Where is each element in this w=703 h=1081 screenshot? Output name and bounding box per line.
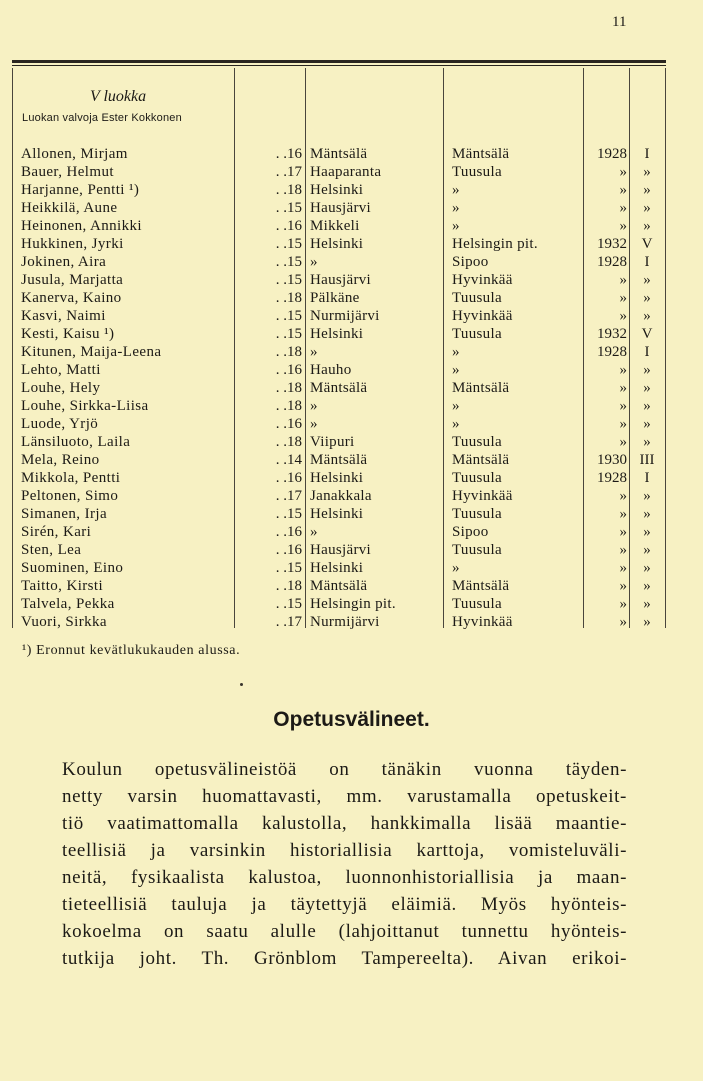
student-class: » <box>643 434 651 450</box>
student-age: . .15 <box>275 254 302 270</box>
table-row <box>0 577 703 595</box>
student-age: . .18 <box>275 578 302 594</box>
paragraph-line: kokoelma on saatu alulle (lahjoittanut tunnettu hyönteis- <box>62 921 627 942</box>
student-age: . .15 <box>275 560 302 576</box>
paragraph-line: teellisiä ja varsinkin historiallisia karttoja, vomisteluväli- <box>62 840 627 861</box>
student-class: » <box>643 200 651 216</box>
student-birthplace: Helsinki <box>310 236 364 252</box>
student-class: » <box>643 164 651 180</box>
student-age: . .18 <box>275 290 302 306</box>
student-class: » <box>643 308 651 324</box>
student-age: . .16 <box>275 218 302 234</box>
student-name: Talvela, Pekka <box>21 596 115 612</box>
student-birthplace: Hausjärvi <box>310 200 372 216</box>
student-name: Lehto, Matti <box>21 362 101 378</box>
student-home: Tuusula <box>452 470 502 486</box>
table-row <box>0 307 703 325</box>
student-age: . .18 <box>275 344 302 360</box>
student-age: . .17 <box>275 488 302 504</box>
student-name: Peltonen, Simo <box>21 488 119 504</box>
table-row <box>0 253 703 271</box>
student-year: » <box>619 218 627 234</box>
student-age: . .18 <box>275 182 302 198</box>
student-class: III <box>639 452 655 468</box>
student-year: » <box>619 596 627 612</box>
student-class: » <box>643 524 651 540</box>
student-birthplace: Helsinki <box>310 182 364 198</box>
table-row <box>0 325 703 343</box>
student-age: . .15 <box>275 596 302 612</box>
student-name: Mela, Reino <box>21 452 100 468</box>
student-home: Tuusula <box>452 290 502 306</box>
student-class: » <box>643 614 651 630</box>
student-name: Louhe, Hely <box>21 380 101 396</box>
table-row <box>0 379 703 397</box>
student-home: » <box>452 398 460 414</box>
student-home: » <box>452 560 460 576</box>
student-year: 1928 <box>597 470 627 486</box>
student-class: » <box>643 272 651 288</box>
student-age: . .14 <box>275 452 302 468</box>
student-age: . .15 <box>275 326 302 342</box>
student-birthplace: » <box>310 344 318 360</box>
student-home: » <box>452 182 460 198</box>
student-class: » <box>643 578 651 594</box>
student-year: » <box>619 200 627 216</box>
student-age: . .15 <box>275 272 302 288</box>
student-home: » <box>452 200 460 216</box>
table-row <box>0 559 703 577</box>
student-birthplace: Viipuri <box>310 434 355 450</box>
student-year: » <box>619 290 627 306</box>
student-class: » <box>643 218 651 234</box>
student-year: 1932 <box>597 326 627 342</box>
student-home: Tuusula <box>452 596 502 612</box>
student-age: . .16 <box>275 416 302 432</box>
student-home: Mäntsälä <box>452 380 510 396</box>
student-year: 1928 <box>597 254 627 270</box>
student-birthplace: Haaparanta <box>310 164 382 180</box>
student-birthplace: Mäntsälä <box>310 146 368 162</box>
student-class: V <box>641 236 653 252</box>
student-birthplace: Hausjärvi <box>310 542 372 558</box>
table-row <box>0 145 703 163</box>
table-row <box>0 451 703 469</box>
student-year: » <box>619 560 627 576</box>
student-year: » <box>619 524 627 540</box>
table-row <box>0 271 703 289</box>
stray-dot <box>240 683 243 686</box>
footnote: ¹) Eronnut kevätlukukauden alussa. <box>22 643 241 658</box>
student-birthplace: Mikkeli <box>310 218 360 234</box>
table-row <box>0 289 703 307</box>
student-class: » <box>643 560 651 576</box>
student-age: . .16 <box>275 542 302 558</box>
student-name: Louhe, Sirkka-Liisa <box>21 398 149 414</box>
student-age: . .16 <box>275 362 302 378</box>
student-year: 1932 <box>597 236 627 252</box>
student-age: . .18 <box>275 434 302 450</box>
table-row <box>0 433 703 451</box>
table-row <box>0 397 703 415</box>
student-age: . .17 <box>275 164 302 180</box>
student-age: . .17 <box>275 614 302 630</box>
student-home: Tuusula <box>452 506 502 522</box>
student-home: Hyvinkää <box>452 272 513 288</box>
student-class: » <box>643 596 651 612</box>
student-home: Hyvinkää <box>452 308 513 324</box>
student-name: Suominen, Eino <box>21 560 124 576</box>
table-row <box>0 595 703 613</box>
student-year: » <box>619 542 627 558</box>
student-year: 1930 <box>597 452 627 468</box>
paragraph-line: Koulun opetusvälineistöä on tänäkin vuonna täyden- <box>62 759 627 780</box>
student-class: » <box>643 362 651 378</box>
student-name: Jokinen, Aira <box>21 254 107 270</box>
student-year: » <box>619 578 627 594</box>
table-row <box>0 469 703 487</box>
table-top-rule <box>12 60 666 66</box>
student-name: Heinonen, Annikki <box>21 218 142 234</box>
student-name: Jusula, Marjatta <box>21 272 124 288</box>
teacher-line: Luokan valvoja Ester Kokkonen <box>22 112 182 124</box>
paragraph-line: netty varsin huomattavasti, mm. varustamalla opetuskeit- <box>62 786 627 807</box>
student-year: » <box>619 488 627 504</box>
student-home: Mäntsälä <box>452 578 510 594</box>
student-home: » <box>452 218 460 234</box>
student-home: Tuusula <box>452 326 502 342</box>
student-birthplace: Mäntsälä <box>310 380 368 396</box>
student-birthplace: Helsinki <box>310 326 364 342</box>
student-age: . .18 <box>275 398 302 414</box>
section-heading: Opetusvälineet. <box>273 708 430 731</box>
class-heading: V luokka <box>90 88 147 105</box>
student-class: » <box>643 380 651 396</box>
student-home: » <box>452 344 460 360</box>
student-class: » <box>643 398 651 414</box>
student-age: . .18 <box>275 380 302 396</box>
student-age: . .15 <box>275 200 302 216</box>
student-name: Luode, Yrjö <box>21 416 99 432</box>
student-birthplace: Pälkäne <box>310 290 360 306</box>
student-class: » <box>643 290 651 306</box>
student-year: » <box>619 506 627 522</box>
student-birthplace: Nurmijärvi <box>310 308 380 324</box>
paragraph-line: tiö vaatimattomalla kalustolla, hankkimalla lisää maantie- <box>62 813 627 834</box>
student-birthplace: Helsinki <box>310 560 364 576</box>
student-class: V <box>641 326 653 342</box>
student-birthplace: Helsinki <box>310 470 364 486</box>
student-class: » <box>643 506 651 522</box>
student-birthplace: Hausjärvi <box>310 272 372 288</box>
student-age: . .16 <box>275 524 302 540</box>
table-row <box>0 487 703 505</box>
student-year: » <box>619 398 627 414</box>
student-birthplace: Helsingin pit. <box>310 596 396 612</box>
student-year: » <box>619 182 627 198</box>
student-name: Sten, Lea <box>21 542 82 558</box>
student-birthplace: » <box>310 254 318 270</box>
table-row <box>0 163 703 181</box>
table-row <box>0 199 703 217</box>
student-age: . .15 <box>275 236 302 252</box>
student-home: Helsingin pit. <box>452 236 538 252</box>
student-birthplace: Nurmijärvi <box>310 614 380 630</box>
student-name: Heikkilä, Aune <box>21 200 118 216</box>
paragraph-line: neitä, fysikaalista kalustoa, luonnonhistoriallisia ja maan- <box>62 867 627 888</box>
student-class: I <box>644 344 650 360</box>
student-class: » <box>643 182 651 198</box>
student-name: Taitto, Kirsti <box>21 578 104 594</box>
student-birthplace: » <box>310 398 318 414</box>
student-year: » <box>619 380 627 396</box>
student-home: Sipoo <box>452 254 489 270</box>
student-home: Tuusula <box>452 542 502 558</box>
student-name: Sirén, Kari <box>21 524 92 540</box>
student-name: Länsiluoto, Laila <box>21 434 131 450</box>
student-home: Mäntsälä <box>452 452 510 468</box>
table-row <box>0 235 703 253</box>
student-year: » <box>619 362 627 378</box>
student-age: . .15 <box>275 308 302 324</box>
student-birthplace: Helsinki <box>310 506 364 522</box>
student-name: Kasvi, Naimi <box>21 308 106 324</box>
table-row <box>0 217 703 235</box>
student-name: Kesti, Kaisu ¹) <box>21 326 115 342</box>
student-class: » <box>643 542 651 558</box>
student-home: Tuusula <box>452 434 502 450</box>
student-name: Harjanne, Pentti ¹) <box>21 182 140 198</box>
student-year: » <box>619 308 627 324</box>
paragraph-line: tieteellisiä tauluja ja täytettyjä eläimiä. Myös hyönteis- <box>62 894 627 915</box>
student-home: » <box>452 362 460 378</box>
student-year: 1928 <box>597 344 627 360</box>
table-row <box>0 523 703 541</box>
table-row <box>0 415 703 433</box>
student-year: » <box>619 614 627 630</box>
student-name: Hukkinen, Jyrki <box>21 236 124 252</box>
student-home: Hyvinkää <box>452 614 513 630</box>
student-class: I <box>644 470 650 486</box>
student-class: » <box>643 488 651 504</box>
student-home: Hyvinkää <box>452 488 513 504</box>
table-row <box>0 361 703 379</box>
student-birthplace: » <box>310 416 318 432</box>
student-year: » <box>619 416 627 432</box>
paragraph-line: tutkija joht. Th. Grönblom Tampereelta). Aivan erikoi- <box>62 948 627 969</box>
table-row <box>0 181 703 199</box>
student-name: Mikkola, Pentti <box>21 470 121 486</box>
student-year: » <box>619 272 627 288</box>
student-birthplace: Janakkala <box>310 488 372 504</box>
student-birthplace: Mäntsälä <box>310 578 368 594</box>
student-name: Kanerva, Kaino <box>21 290 122 306</box>
student-home: » <box>452 416 460 432</box>
student-age: . .15 <box>275 506 302 522</box>
student-home: Sipoo <box>452 524 489 540</box>
student-class: I <box>644 254 650 270</box>
student-home: Mäntsälä <box>452 146 510 162</box>
student-name: Allonen, Mirjam <box>21 146 128 162</box>
student-birthplace: » <box>310 524 318 540</box>
student-birthplace: Mäntsälä <box>310 452 368 468</box>
student-name: Kitunen, Maija-Leena <box>21 344 162 360</box>
student-class: I <box>644 146 650 162</box>
table-row <box>0 505 703 523</box>
student-name: Simanen, Irja <box>21 506 108 522</box>
table-row <box>0 541 703 559</box>
student-year: » <box>619 164 627 180</box>
student-birthplace: Hauho <box>310 362 352 378</box>
student-age: . .16 <box>275 146 302 162</box>
student-name: Vuori, Sirkka <box>21 614 107 630</box>
student-class: » <box>643 416 651 432</box>
body-paragraph <box>62 756 627 972</box>
student-age: . .16 <box>275 470 302 486</box>
student-year: 1928 <box>597 146 627 162</box>
table-row <box>0 343 703 361</box>
page-number: 11 <box>612 14 627 30</box>
student-name: Bauer, Helmut <box>21 164 114 180</box>
student-home: Tuusula <box>452 164 502 180</box>
table-row <box>0 613 703 631</box>
student-year: » <box>619 434 627 450</box>
